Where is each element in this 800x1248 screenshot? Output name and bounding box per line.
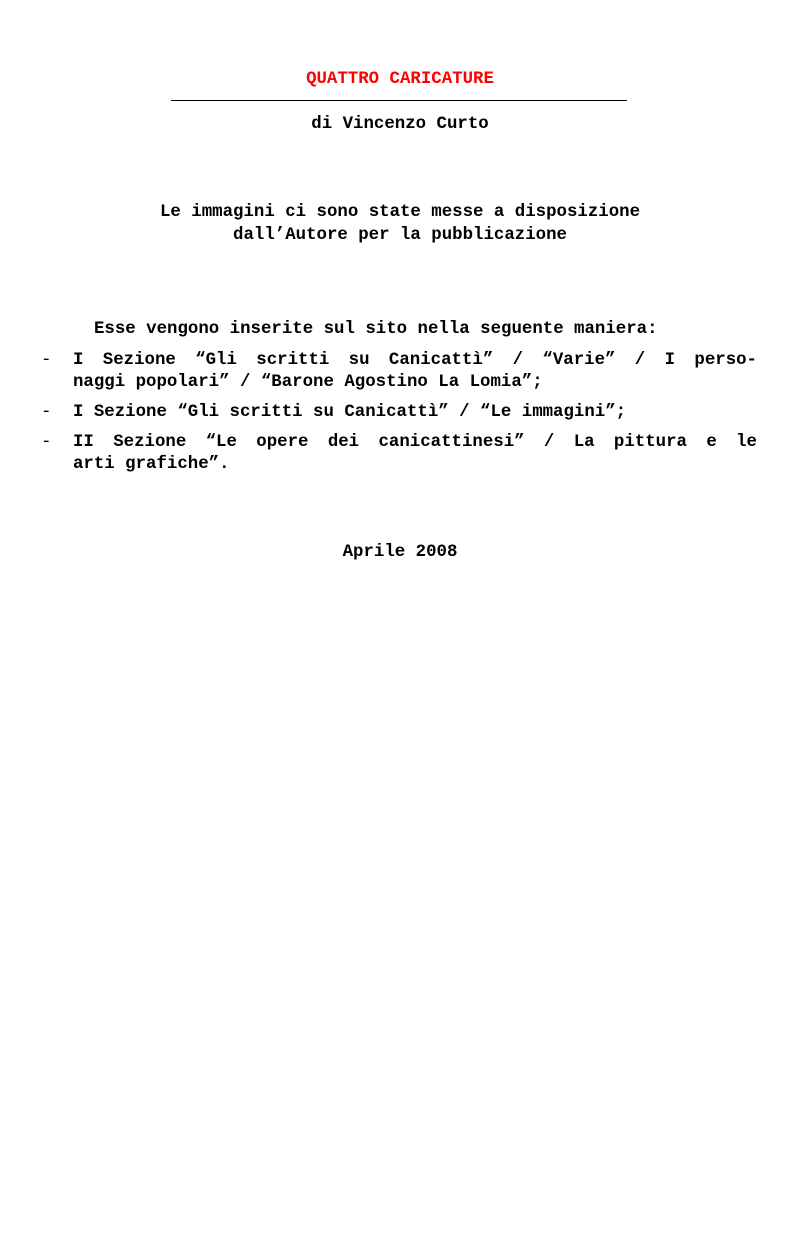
list-item-line: arti grafiche”. (73, 455, 230, 474)
list-bullet: - (41, 433, 52, 452)
list-item-line: I Sezione “Gli scritti su Canicattì” / “Varie” / I perso- (73, 351, 757, 370)
list-bullet: - (41, 351, 52, 370)
document-date: Aprile 2008 (342, 543, 458, 562)
list-item (41, 432, 757, 476)
intro-paragraph: Esse vengono inserite sul sito nella seguente maniera: (94, 320, 658, 339)
list-bullet: - (41, 403, 52, 422)
list-item (41, 350, 757, 394)
document-title: QUATTRO CARICATURE (306, 70, 494, 89)
list-item-line: II Sezione “Le opere dei canicattinesi” / La pittura e le (73, 433, 757, 452)
publication-note-line-2: dall’Autore per la pubblicazione (233, 226, 567, 245)
section-list (41, 350, 757, 484)
list-item (41, 402, 757, 424)
title-divider (171, 100, 627, 101)
publication-note-line-1: Le immagini ci sono state messe a disposizione (159, 203, 641, 222)
publication-note (0, 201, 800, 247)
document-author: di Vincenzo Curto (311, 115, 489, 134)
list-item-line: I Sezione “Gli scritti su Canicattì” / “Le immagini”; (73, 403, 627, 422)
list-item-line: naggi popolari” / “Barone Agostino La Lomia”; (73, 373, 543, 392)
